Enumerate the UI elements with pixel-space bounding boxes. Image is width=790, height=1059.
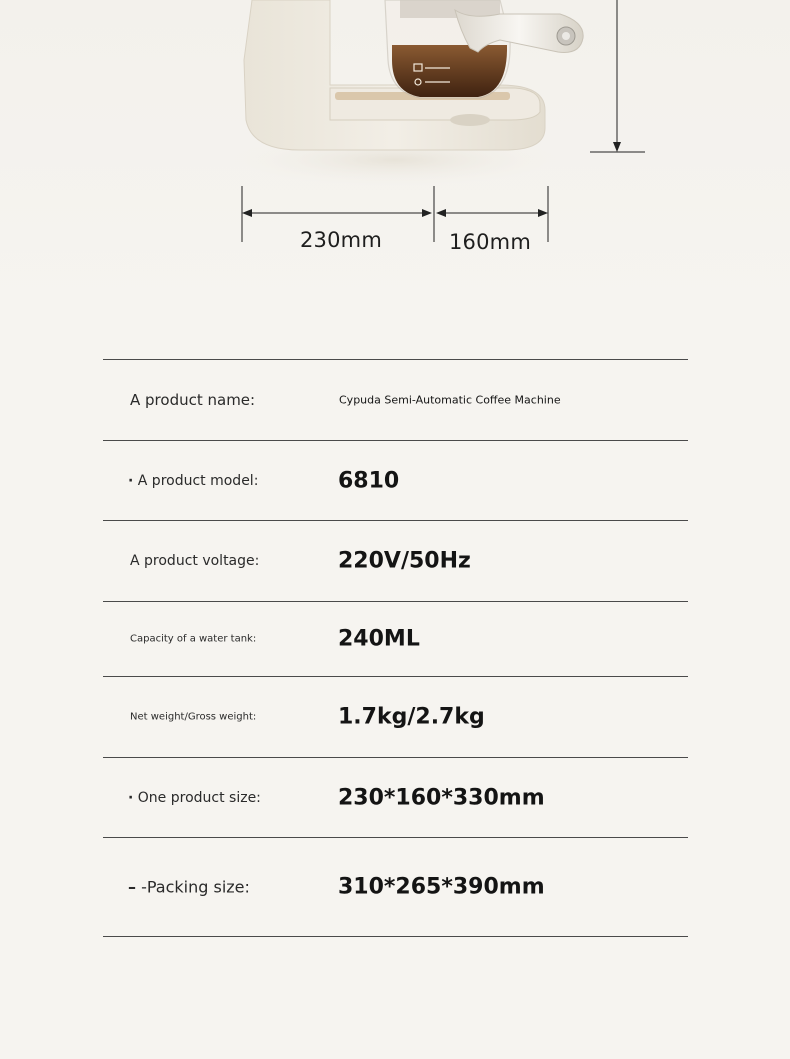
dash-icon: –: [128, 877, 136, 897]
spec-value: Cypuda Semi-Automatic Coffee Machine: [339, 393, 561, 407]
spec-label: -Packing size:: [141, 877, 250, 897]
spec-row-packing-size: [103, 837, 688, 937]
spec-row-water-tank: [103, 601, 688, 676]
spec-value: 220V/50Hz: [338, 548, 471, 574]
spec-label: A product name:: [130, 391, 256, 409]
specifications-table: [103, 359, 688, 937]
spec-value: 230*160*330mm: [338, 785, 545, 810]
spec-label-wrap: [128, 473, 258, 489]
coffee-machine-illustration: [0, 0, 790, 330]
spec-value: 6810: [338, 468, 400, 493]
spec-row-weight: [103, 676, 688, 757]
height-dimension: [590, 0, 645, 152]
spec-label: Capacity of a water tank:: [130, 633, 257, 645]
spec-label: One product size:: [137, 789, 261, 806]
coffee-liquid: [392, 45, 507, 97]
bullet-icon: ·: [128, 472, 134, 489]
spec-row-product-model: [103, 440, 688, 520]
product-image-section: [0, 0, 790, 330]
spec-label: A product voltage:: [130, 553, 260, 569]
spec-label-wrap: [128, 878, 250, 897]
spec-label: Net weight/Gross weight:: [130, 711, 257, 723]
spec-value: 1.7kg/2.7kg: [338, 704, 485, 730]
spec-value: 240ML: [338, 626, 420, 652]
tray-foot: [450, 114, 490, 126]
bullet-icon: ·: [128, 789, 134, 806]
steam-knob-center: [562, 32, 570, 40]
spec-label: A product model:: [137, 472, 259, 489]
width-dimension-label: 230mm: [300, 228, 382, 252]
pot-lid: [400, 0, 500, 18]
spec-value: 310*265*390mm: [338, 874, 545, 900]
spec-row-product-name: [103, 359, 688, 440]
depth-dimension-label: 160mm: [449, 230, 531, 254]
spec-row-product-voltage: [103, 520, 688, 601]
spec-row-product-size: [103, 757, 688, 837]
spec-label-wrap: [128, 790, 261, 806]
